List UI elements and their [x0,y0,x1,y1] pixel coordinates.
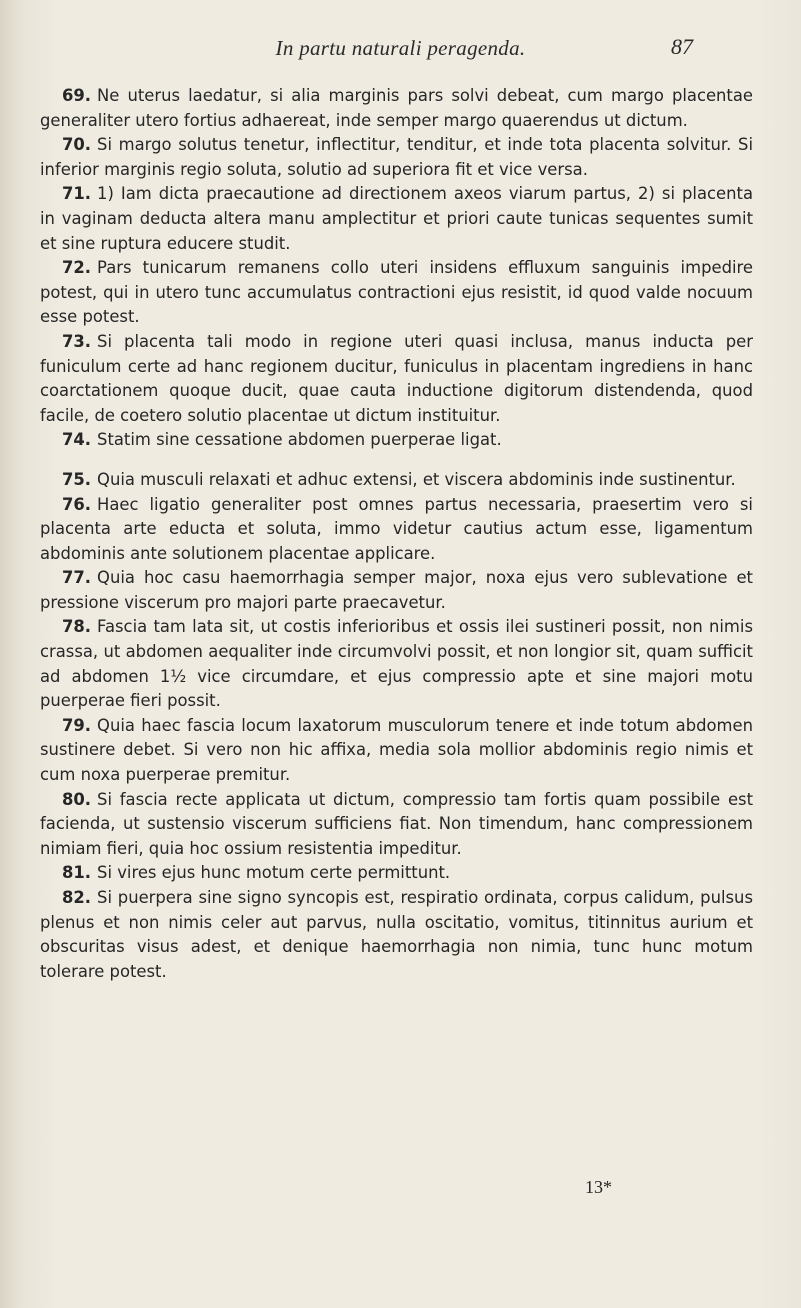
paragraph-number: 73. [62,331,92,351]
paragraph [40,84,753,133]
paragraph-text: Quia haec fascia locum laxatorum musculorum tenere et inde totum abdomen sustinere debet. Si vero non hic affixa, media sola mollior abdominis regio nimis et cum noxa puerperae premitur. [40,715,753,785]
paragraph [40,468,753,493]
paragraph-text: Si vires ejus hunc motum certe permittunt. [97,863,451,883]
paragraph-text: Pars tunicarum remanens collo uteri insidens effluxum sanguinis impedire potest, qui in utero tunc accumulatus contractioni ejus resistit, id quod valde nocuum esse potest. [40,258,753,327]
paragraph [40,133,753,182]
running-head: In partu naturali peragenda. [275,36,526,60]
paragraph [40,714,753,788]
paragraph-text: Fascia tam lata sit, ut costis inferioribus et ossis ilei sustineri possit, non nimis crassa, ut abdomen aequaliter inde circumvolvi possit, et non longior sit, quam sufficit ad abdomen 1½ vice circumdare, et ejus compressio apte et sine majori motu puerperae fieri possit. [40,617,753,711]
paragraph-text: Si margo solutus tenetur, inflectitur, tenditur, et inde tota placenta solvitur. Si inferior marginis regio soluta, solutio ad superiora fit et vice versa. [40,135,753,179]
paragraph-number: 74. [62,430,92,450]
paragraph-number: 72. [62,258,92,278]
paragraph [40,886,753,984]
body-text [40,84,753,984]
paragraph-number: 80. [62,789,92,809]
paragraph [40,428,753,453]
paragraph-number: 79. [62,715,92,735]
paragraph-text: Quia hoc casu haemorrhagia semper major, noxa ejus vero sublevatione et pressione viscerum pro majori parte praecavetur. [40,568,753,612]
paragraph-number: 78. [62,617,92,637]
paragraph [40,493,753,567]
paragraph-number: 81. [62,863,92,883]
paragraph [40,566,753,615]
paragraph-text: Si puerpera sine signo syncopis est, respiratio ordinata, corpus calidum, pulsus plenus et non nimis celer aut parvus, nulla oscitatio, vomitus, titinnitus aurium et obscuritas visus adest, et denique haemorrhagia non nimia, tunc hunc motum tolerare potest. [40,888,753,981]
paragraph-number: 82. [62,888,92,907]
paragraph-number: 75. [62,469,92,489]
page-header [0,30,801,64]
paragraph-number: 70. [62,135,92,155]
paragraph-text: Ne uterus laedatur, si alia marginis pars solvi debeat, cum margo placentae generaliter utero fortius adhaereat, inde semper margo quaerendus ut dictum. [40,86,753,130]
paragraph [40,615,753,713]
paragraph [40,182,753,256]
paragraph-text: Si placenta tali modo in regione uteri quasi inclusa, manus inducta per funiculum certe ad hanc regionem ducitur, funiculus in placentam ingrediens in hanc coarctationem quoque ducit, quae cauta inductione digitorum distendenda, quod facile, de coetero solutio placentae ut dictum instituitur. [40,331,753,425]
paragraph-number: 77. [62,568,92,588]
paragraph-text: Haec ligatio generaliter post omnes partus necessaria, praesertim vero si placenta arte educta et soluta, immo videtur cautius actum esse, ligamentum abdominis ante solutionem placentae applicare. [40,494,753,563]
paragraph-text: Si fascia recte applicata ut dictum, compressio tam fortis quam possibile est facienda, ut sustensio viscerum sufficiens fiat. Non timendum, hanc compressionem nimiam fieri, quia hoc ossium resistentia impeditur. [40,789,753,858]
paragraph-number: 71. [62,184,92,204]
paragraph [40,330,753,428]
paragraph-number: 76. [62,494,92,514]
paragraph-number: 69. [62,86,92,105]
paragraph [40,256,753,330]
signature-mark: 13* [585,1177,612,1197]
paragraph [40,788,753,862]
paragraph-text: Quia musculi relaxati et adhuc extensi, et viscera abdominis inde sustinentur. [97,469,736,489]
paragraph [40,861,753,886]
paragraph-text: Statim sine cessatione abdomen puerperae ligat. [97,430,502,450]
page-number: 87 [671,34,693,59]
paragraph-text: 1) Iam dicta praecautione ad directionem axeos viarum partus, 2) si placenta in vaginam deducta altera manu amplectitur et priori caute tunicas sequentes sumit et sine ruptura educere studit. [40,184,753,253]
